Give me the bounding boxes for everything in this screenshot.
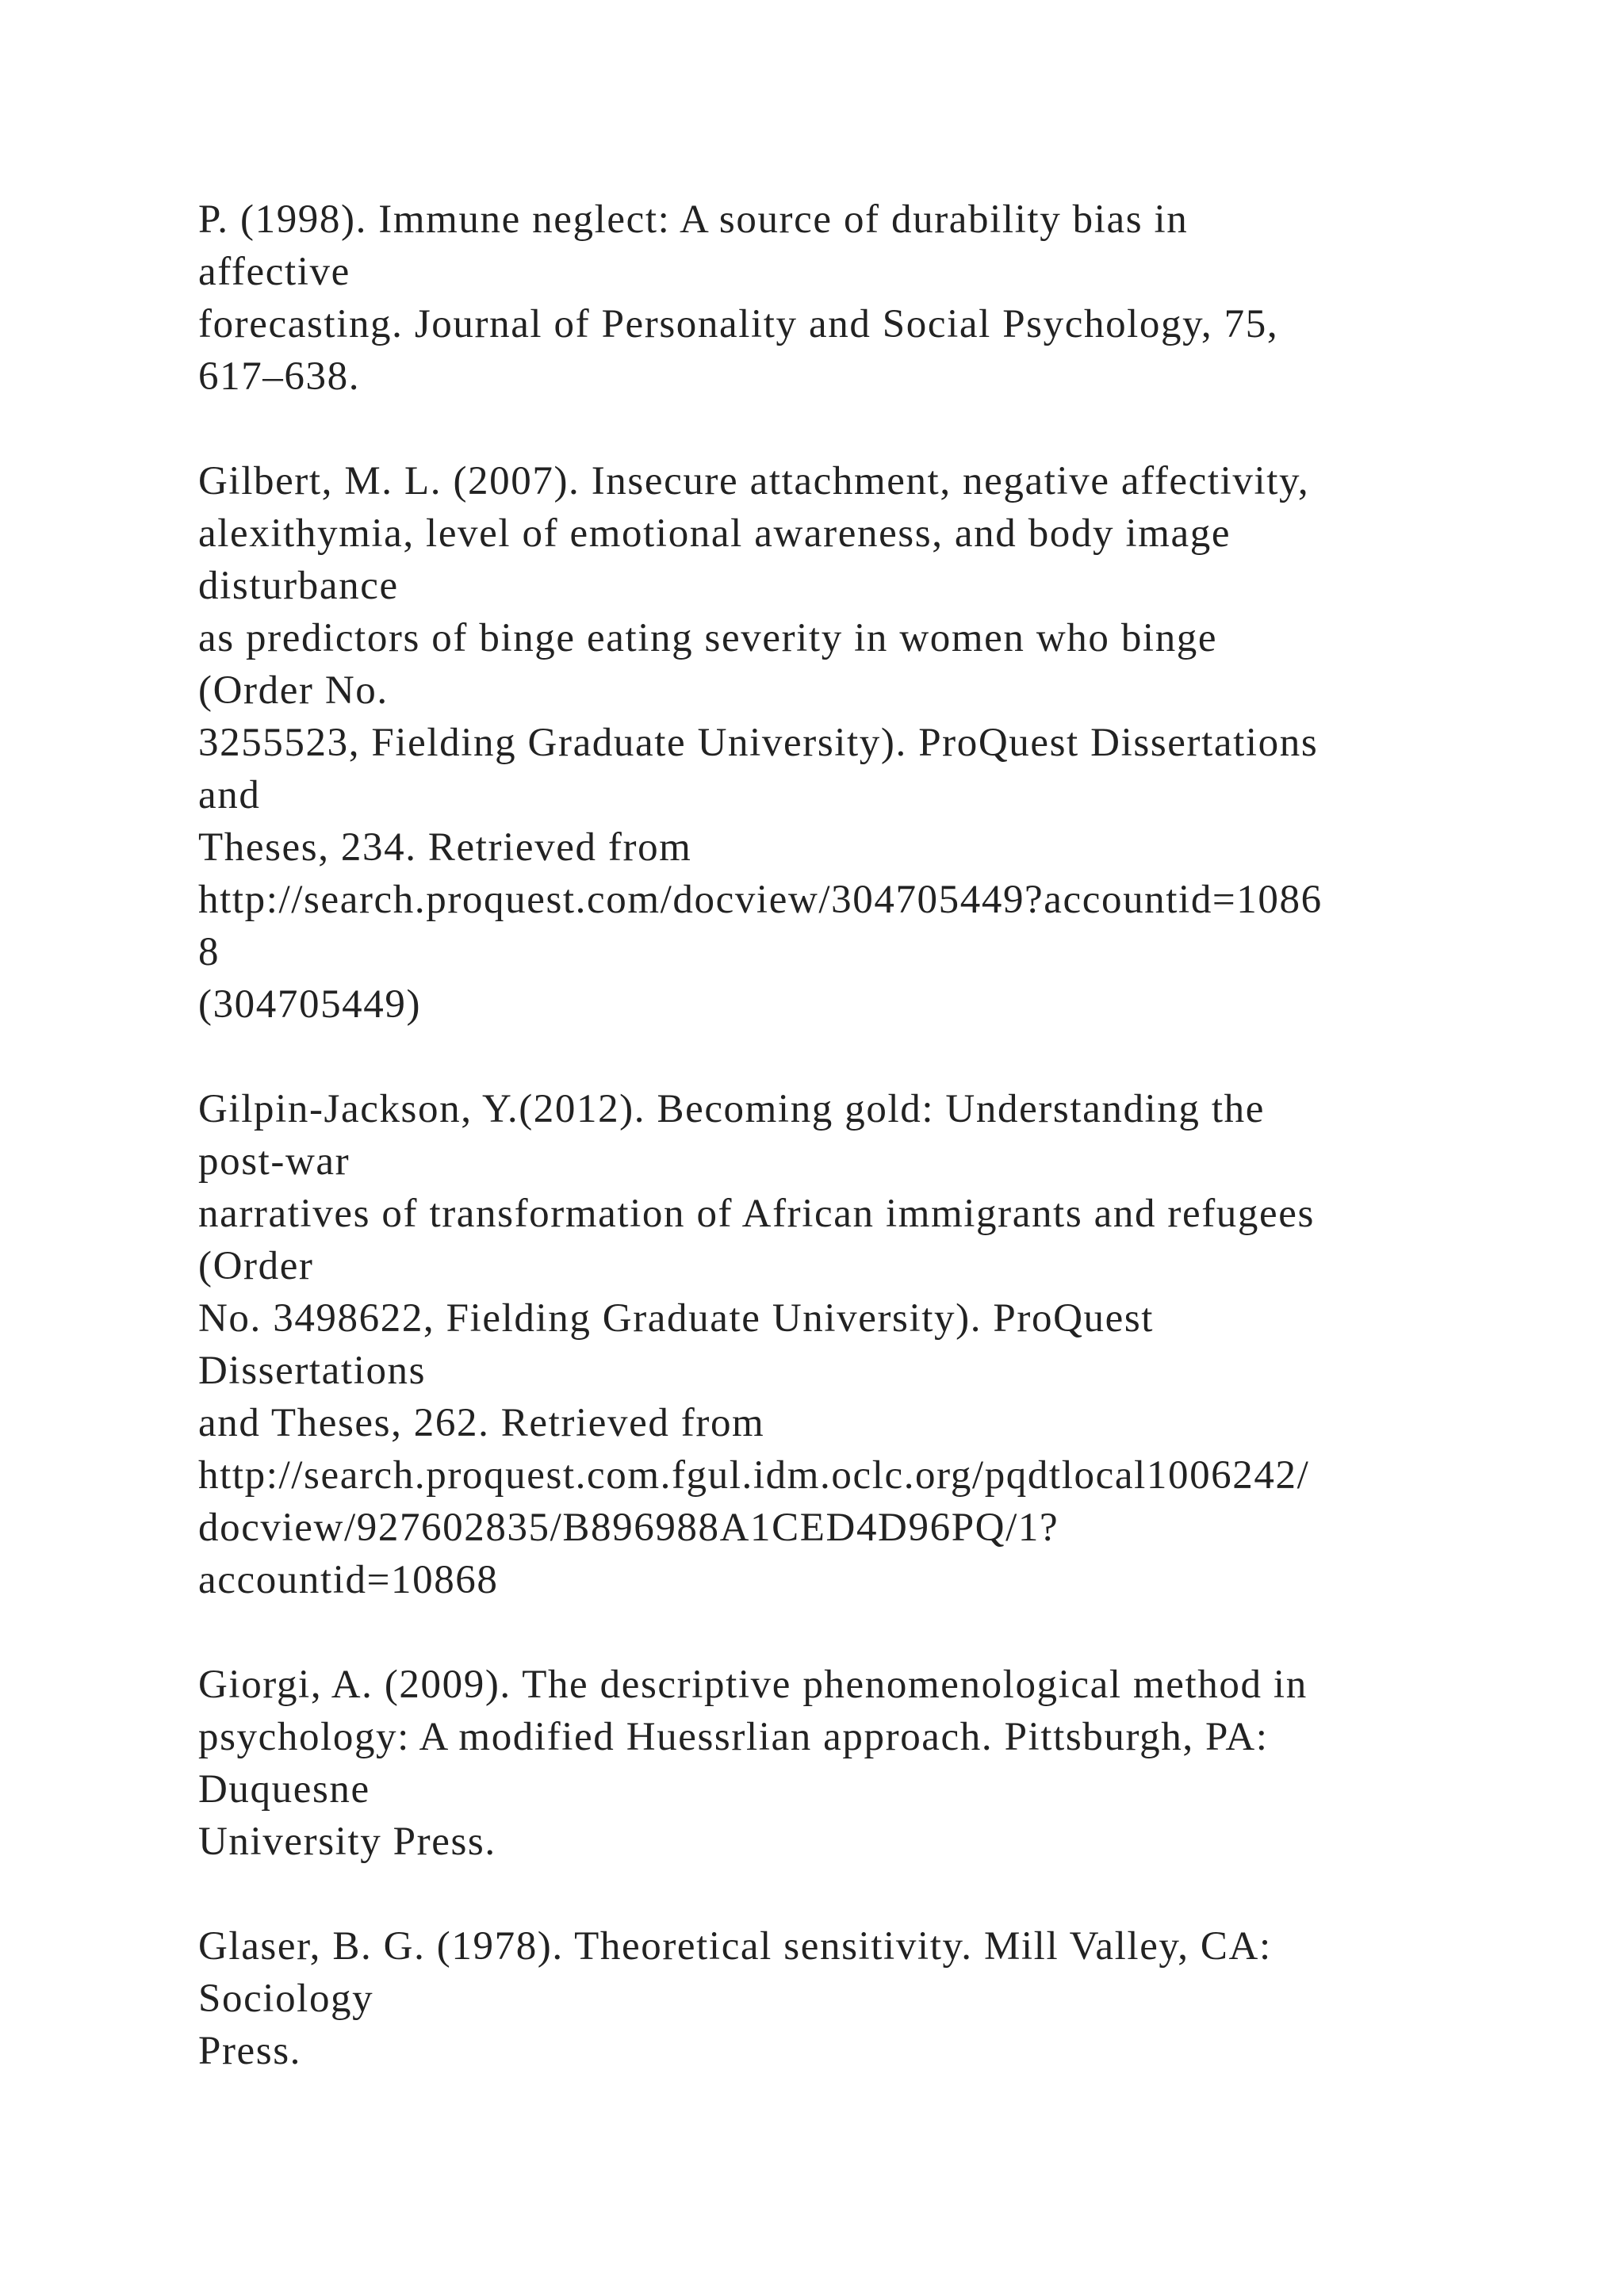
reference-entry <box>198 1920 1546 2077</box>
reference-line: as predictors of binge eating severity in women who binge <box>198 616 1218 660</box>
reference-line: Glaser, B. G. (1978). Theoretical sensitivity. Mill Valley, CA: <box>198 1924 1272 1969</box>
reference-line: Gilbert, M. L. (2007). Insecure attachment, negative affectivity, <box>198 459 1310 503</box>
reference-line: narratives of transformation of African immigrants and refugees <box>198 1192 1315 1236</box>
reference-line: 3255523, Fielding Graduate University). ProQuest Dissertations <box>198 721 1319 765</box>
reference-line: (304705449) <box>198 982 422 1027</box>
reference-line: Duquesne <box>198 1767 370 1812</box>
reference-url-line: http://search.proquest.com.fgul.idm.oclc.org/pqdtlocal1006242/ <box>198 1453 1310 1498</box>
reference-line: 617–638. <box>198 354 361 399</box>
reference-line: Press. <box>198 2029 302 2073</box>
reference-line: (Order No. <box>198 668 389 713</box>
reference-line: P. (1998). Immune neglect: A source of durability bias in <box>198 197 1189 242</box>
reference-line: alexithymia, level of emotional awareness, and body image <box>198 511 1231 556</box>
reference-entry <box>198 1083 1546 1606</box>
reference-url-line: docview/927602835/B896988A1CED4D96PQ/1? <box>198 1506 1059 1550</box>
reference-line: and Theses, 262. Retrieved from <box>198 1401 765 1445</box>
reference-line: post-war <box>198 1139 350 1184</box>
reference-entry <box>198 1659 1546 1868</box>
reference-entry <box>198 193 1546 403</box>
reference-line: No. 3498622, Fielding Graduate University). ProQuest <box>198 1296 1155 1341</box>
reference-url-line: accountid=10868 <box>198 1558 499 1602</box>
reference-line: disturbance <box>198 564 399 608</box>
reference-line: (Order <box>198 1244 314 1288</box>
reference-line: forecasting. Journal of Personality and Social Psychology, 75, <box>198 302 1279 346</box>
reference-list <box>198 193 1546 2130</box>
reference-line: Giorgi, A. (2009). The descriptive phenomenological method in <box>198 1663 1308 1707</box>
reference-line: psychology: A modified Huessrlian approach. Pittsburgh, PA: <box>198 1715 1269 1759</box>
reference-entry <box>198 455 1546 1031</box>
reference-line: Dissertations <box>198 1349 427 1393</box>
reference-line: University Press. <box>198 1820 496 1864</box>
reference-line: and <box>198 773 261 817</box>
reference-line: Theses, 234. Retrieved from <box>198 825 692 870</box>
reference-url-line: http://search.proquest.com/docview/304705449?accountid=1086 <box>198 878 1323 922</box>
reference-line: Gilpin-Jackson, Y.(2012). Becoming gold: Understanding the <box>198 1087 1265 1131</box>
reference-line: affective <box>198 250 350 294</box>
reference-line: Sociology <box>198 1976 374 2021</box>
reference-url-line: 8 <box>198 930 220 974</box>
